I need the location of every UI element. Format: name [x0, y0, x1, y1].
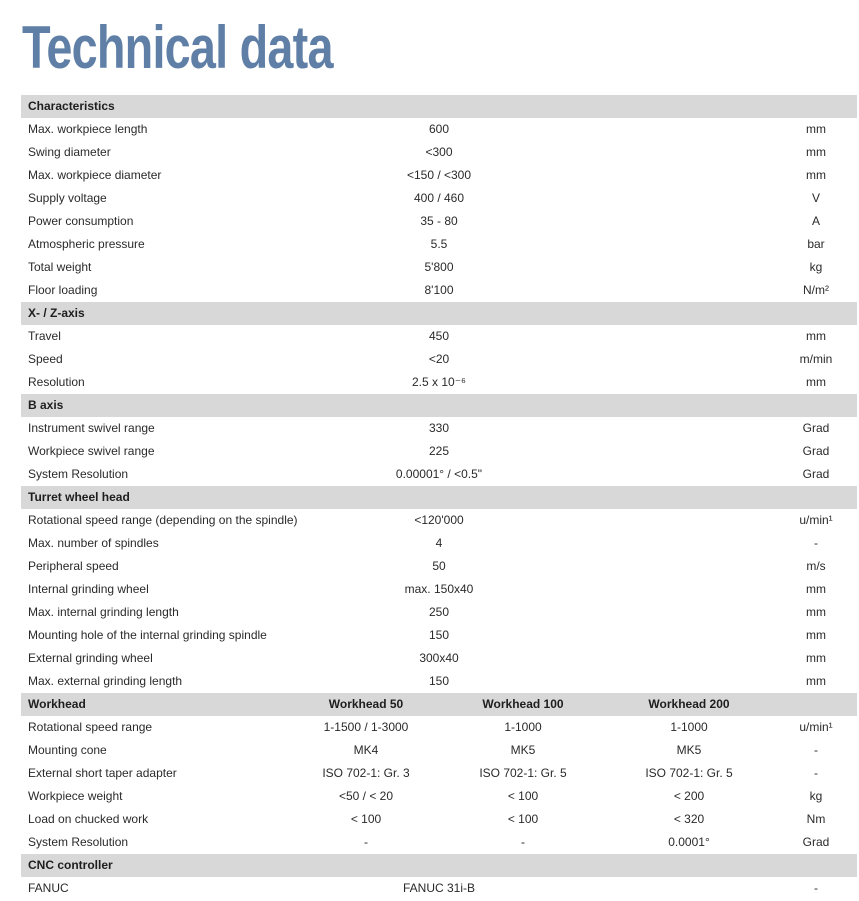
- row-unit: V: [811, 191, 820, 205]
- section-header-turret-wheel-head: [21, 486, 857, 509]
- row-value: 5'800: [424, 260, 454, 274]
- section-header-b-axis: [21, 394, 857, 417]
- row-label: Workpiece swivel range: [28, 444, 155, 458]
- value-workhead-50: <50 / < 20: [338, 789, 394, 803]
- row-label: Mounting hole of the internal grinding spindle: [28, 628, 267, 642]
- table-row: [21, 601, 857, 624]
- table-row: [21, 463, 857, 486]
- row-unit: mm: [806, 168, 826, 182]
- table-row: [21, 417, 857, 440]
- row-label: Peripheral speed: [28, 559, 119, 573]
- row-value: 400 / 460: [413, 191, 465, 205]
- row-label: External grinding wheel: [28, 651, 153, 665]
- row-label: Swing diameter: [28, 145, 111, 159]
- table-row: [21, 670, 857, 693]
- section-title: X- / Z-axis: [28, 306, 85, 320]
- value-workhead-200: 1-1000: [670, 720, 708, 734]
- table-row: [21, 624, 857, 647]
- row-unit: mm: [806, 122, 826, 136]
- section-header-xz-axis: [21, 302, 857, 325]
- row-unit: Grad: [802, 467, 830, 481]
- row-value: 35 - 80: [420, 214, 458, 228]
- table-row: [21, 808, 857, 831]
- row-unit: m/s: [806, 559, 826, 573]
- row-value: 4: [435, 536, 443, 550]
- value-workhead-200: < 200: [673, 789, 705, 803]
- column-header-workhead-200: Workhead 200: [648, 697, 730, 711]
- section-title: Characteristics: [28, 99, 115, 113]
- table-row: [21, 279, 857, 302]
- row-unit: mm: [806, 674, 826, 688]
- row-value: 50: [432, 559, 446, 573]
- table-row: [21, 578, 857, 601]
- value-workhead-100: < 100: [507, 789, 539, 803]
- row-unit: kg: [809, 260, 823, 274]
- table-row: [21, 164, 857, 187]
- row-value: 2.5 x 10⁻⁶: [412, 375, 466, 389]
- page-title: Technical data: [22, 14, 333, 81]
- row-unit: A: [811, 214, 820, 228]
- table-row: [21, 371, 857, 394]
- row-unit: -: [814, 881, 818, 895]
- row-label: Total weight: [28, 260, 92, 274]
- section-title: CNC controller: [28, 858, 113, 872]
- row-label: Load on chucked work: [28, 812, 149, 826]
- row-label: Internal grinding wheel: [28, 582, 149, 596]
- row-unit: bar: [807, 237, 825, 251]
- row-label: System Resolution: [28, 467, 129, 481]
- value-workhead-50: ISO 702-1: Gr. 3: [322, 766, 410, 780]
- value-workhead-200: ISO 702-1: Gr. 5: [645, 766, 733, 780]
- table-row: [21, 831, 857, 854]
- row-unit: N/m²: [803, 283, 829, 297]
- table-row: [21, 762, 857, 785]
- row-unit: Grad: [802, 421, 830, 435]
- table-row: [21, 118, 857, 141]
- row-value: 330: [428, 421, 450, 435]
- row-label: Max. internal grinding length: [28, 605, 179, 619]
- row-label: Max. workpiece diameter: [28, 168, 162, 182]
- row-unit: -: [814, 766, 818, 780]
- row-unit: mm: [806, 582, 826, 596]
- row-value: 150: [428, 628, 450, 642]
- row-value: 150: [428, 674, 450, 688]
- value-workhead-100: 1-1000: [504, 720, 542, 734]
- row-label: Resolution: [28, 375, 85, 389]
- value-workhead-100: < 100: [507, 812, 539, 826]
- table-row: [21, 256, 857, 279]
- row-value: <150 / <300: [406, 168, 472, 182]
- row-unit: -: [814, 536, 818, 550]
- table-row: [21, 233, 857, 256]
- row-value: 225: [428, 444, 450, 458]
- row-unit: Grad: [802, 835, 830, 849]
- row-label: System Resolution: [28, 835, 129, 849]
- row-unit: kg: [809, 789, 823, 803]
- section-title: Workhead: [28, 697, 86, 711]
- row-label: FANUC: [28, 881, 69, 895]
- row-unit: mm: [806, 628, 826, 642]
- row-label: Atmospheric pressure: [28, 237, 145, 251]
- table-row: [21, 716, 857, 739]
- table-row: [21, 877, 857, 900]
- column-header-workhead-100: Workhead 100: [482, 697, 564, 711]
- row-label: Rotational speed range (depending on the spindle): [28, 513, 298, 527]
- value-workhead-50: < 100: [350, 812, 382, 826]
- table-row: [21, 785, 857, 808]
- row-unit: Grad: [802, 444, 830, 458]
- row-unit: m/min: [799, 352, 833, 366]
- row-value: 300x40: [419, 651, 459, 665]
- row-unit: mm: [806, 329, 826, 343]
- row-label: Max. external grinding length: [28, 674, 183, 688]
- row-value: <20: [428, 352, 450, 366]
- row-label: Mounting cone: [28, 743, 107, 757]
- row-label: Workpiece weight: [28, 789, 123, 803]
- section-title: Turret wheel head: [28, 490, 130, 504]
- row-value: 450: [428, 329, 450, 343]
- row-value: 0.00001° / <0.5": [395, 467, 483, 481]
- row-value: 5.5: [430, 237, 448, 251]
- row-value: max. 150x40: [404, 582, 474, 596]
- row-label: Travel: [28, 329, 61, 343]
- table-row: [21, 348, 857, 371]
- table-row: [21, 187, 857, 210]
- row-unit: mm: [806, 605, 826, 619]
- row-unit: u/min¹: [799, 720, 833, 734]
- section-header-characteristics: [21, 95, 857, 118]
- row-label: Rotational speed range: [28, 720, 153, 734]
- table-row: [21, 555, 857, 578]
- row-value: FANUC 31i-B: [402, 881, 476, 895]
- table-row: [21, 739, 857, 762]
- section-title: B axis: [28, 398, 64, 412]
- value-workhead-100: -: [521, 835, 525, 849]
- row-label: Power consumption: [28, 214, 134, 228]
- section-header-workhead: [21, 693, 857, 716]
- column-header-workhead-50: Workhead 50: [328, 697, 404, 711]
- table-row: [21, 440, 857, 463]
- row-unit: -: [814, 743, 818, 757]
- table-row: [21, 647, 857, 670]
- row-label: Max. number of spindles: [28, 536, 159, 550]
- section-header-cnc-controller: [21, 854, 857, 877]
- value-workhead-200: 0.0001°: [668, 835, 710, 849]
- row-unit: u/min¹: [799, 513, 833, 527]
- row-label: Max. workpiece length: [28, 122, 148, 136]
- value-workhead-100: MK5: [510, 743, 536, 757]
- row-label: Supply voltage: [28, 191, 107, 205]
- row-unit: mm: [806, 651, 826, 665]
- row-unit: mm: [806, 375, 826, 389]
- table-row: [21, 325, 857, 348]
- row-unit: Nm: [806, 812, 826, 826]
- value-workhead-50: 1-1500 / 1-3000: [323, 720, 409, 734]
- row-label: Instrument swivel range: [28, 421, 155, 435]
- row-label: External short taper adapter: [28, 766, 177, 780]
- row-label: Speed: [28, 352, 63, 366]
- value-workhead-100: ISO 702-1: Gr. 5: [479, 766, 567, 780]
- value-workhead-200: < 320: [673, 812, 705, 826]
- row-label: Floor loading: [28, 283, 98, 297]
- row-value: <300: [425, 145, 453, 159]
- row-value: <120'000: [414, 513, 464, 527]
- table-row: [21, 532, 857, 555]
- row-unit: mm: [806, 145, 826, 159]
- value-workhead-50: MK4: [353, 743, 379, 757]
- row-value: 250: [428, 605, 450, 619]
- table-row: [21, 210, 857, 233]
- value-workhead-200: MK5: [676, 743, 702, 757]
- technical-data-table: [21, 95, 857, 900]
- table-row: [21, 141, 857, 164]
- value-workhead-50: -: [364, 835, 368, 849]
- row-value: 8'100: [424, 283, 454, 297]
- table-row: [21, 509, 857, 532]
- row-value: 600: [428, 122, 450, 136]
